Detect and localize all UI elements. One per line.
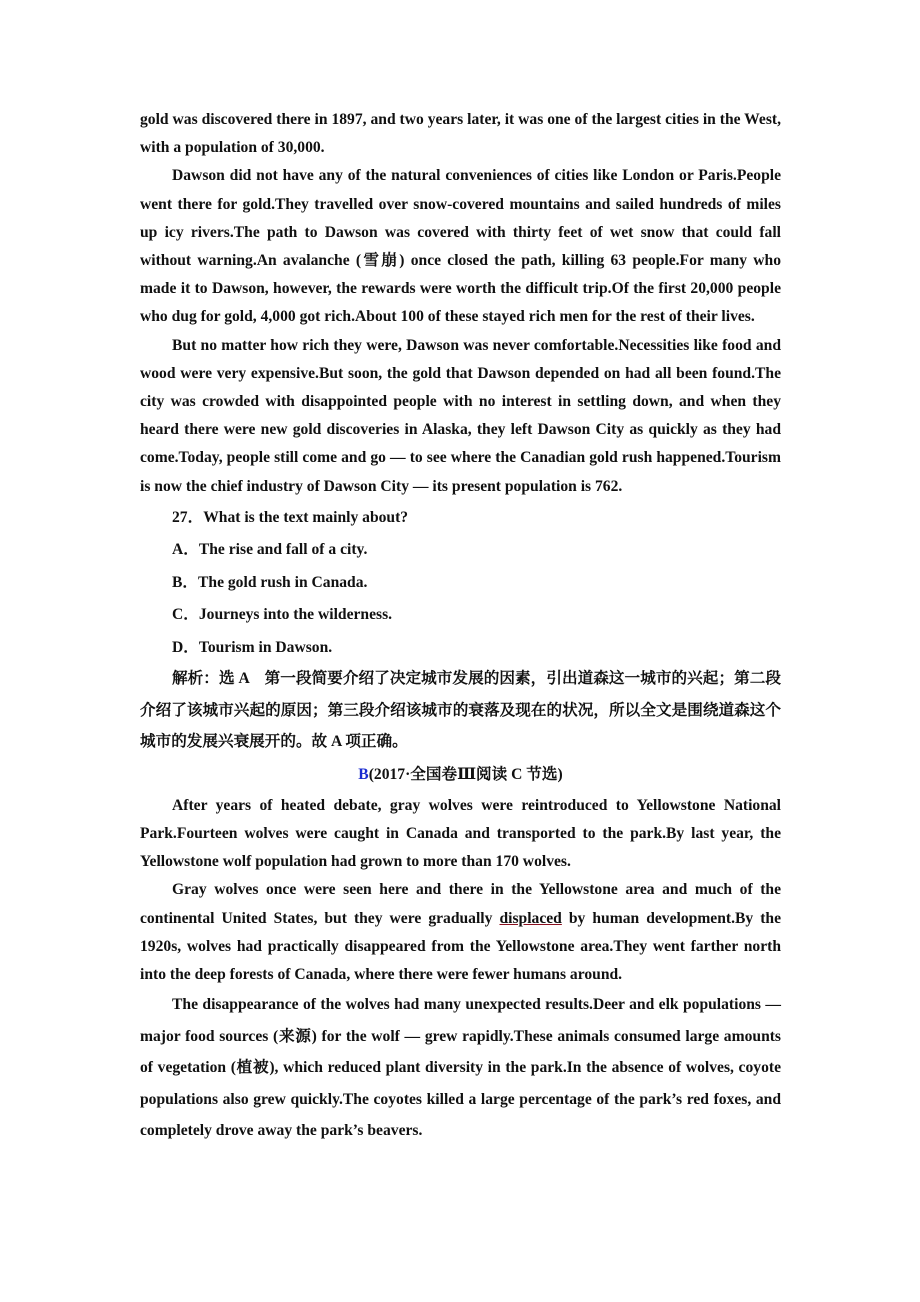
section-letter: B [358,765,369,783]
text-run: by human development.By the 1920s, wolves had practically disappeared from the Yellowstone area.They went farther north into the deep forests of Canada, where there were fewer humans around. [140,909,782,984]
option-b: B．The gold rush in Canada. [172,573,368,591]
passage-paragraph [140,876,781,989]
option-a: A．The rise and fall of a city. [172,541,368,559]
option-c: C．Journeys into the wilderness. [172,606,393,624]
underlined-word: displaced [499,909,562,927]
passage-paragraph: The disappearance of the wolves had many unexpected results.Deer and elk populations — major food sources (来源) for the wolf — grew rapidly.These animals consumed large amounts of vegetation (植被), which reduced plant diversity in the park.In the absence of wolves, coyote populations also grew quickly.The coyotes killed a large percentage of the park’s red foxes, and completely drove away the park’s beavers. [140,996,781,1140]
answer-analysis: 解析：选 A 第一段简要介绍了决定城市发展的因素，引出道森这一城市的兴起；第二段介绍了该城市兴起的原因；第三段介绍该城市的衰落及现在的状况，所以全文是围绕道森这个城市的发展兴衰展开的。故 A 项正确。 [140,670,781,751]
passage-paragraph: Dawson did not have any of the natural conveniences of cities like London or Paris.People went there for gold.They travelled over snow-covered mountains and sailed hundreds of miles up icy rivers.The path to Dawson was covered with thirty feet of wet snow that could fall without warning.An avalanche (雪崩) once closed the path, killing 63 people.For many who made it to Dawson, however, the rewards were worth the difficult trip.Of the first 20,000 people who dug for gold, 4,000 got rich.About 100 of these stayed rich men for the rest of their lives. [140,167,781,326]
passage-paragraph: But no matter how rich they were, Dawson was never comfortable.Necessities like food and wood were very expensive.But soon, the gold that Dawson depended on had all been found.The city was crowded with disappointed people with no interest in settling down, and when they heard there were new gold discoveries in Alaska, they left Dawson City as quickly as they had come.Today, people still come and go — to see where the Canadian gold rush happened.Tourism is now the chief industry of Dawson City — its present population is 762. [140,336,781,495]
passage-paragraph: After years of heated debate, gray wolves were reintroduced to Yellowstone National Park.Fourteen wolves were caught in Canada and transported to the park.By last year, the Yellowstone wolf population had grown to more than 170 wolves. [140,796,781,871]
passage-paragraph: gold was discovered there in 1897, and two years later, it was one of the largest cities in the West, with a population of 30,000. [140,111,781,157]
section-source: (2017·全国卷Ⅲ阅读 C 节选) [368,765,563,783]
question-stem: 27．What is the text mainly about? [172,508,409,526]
option-d: D．Tourism in Dawson. [172,638,333,656]
text-run: Gray wolves once were seen here and there in the Yellowstone area and much of the continental United States, but they were gradually [140,881,781,927]
section-heading [140,760,781,790]
document-body [140,106,781,1147]
